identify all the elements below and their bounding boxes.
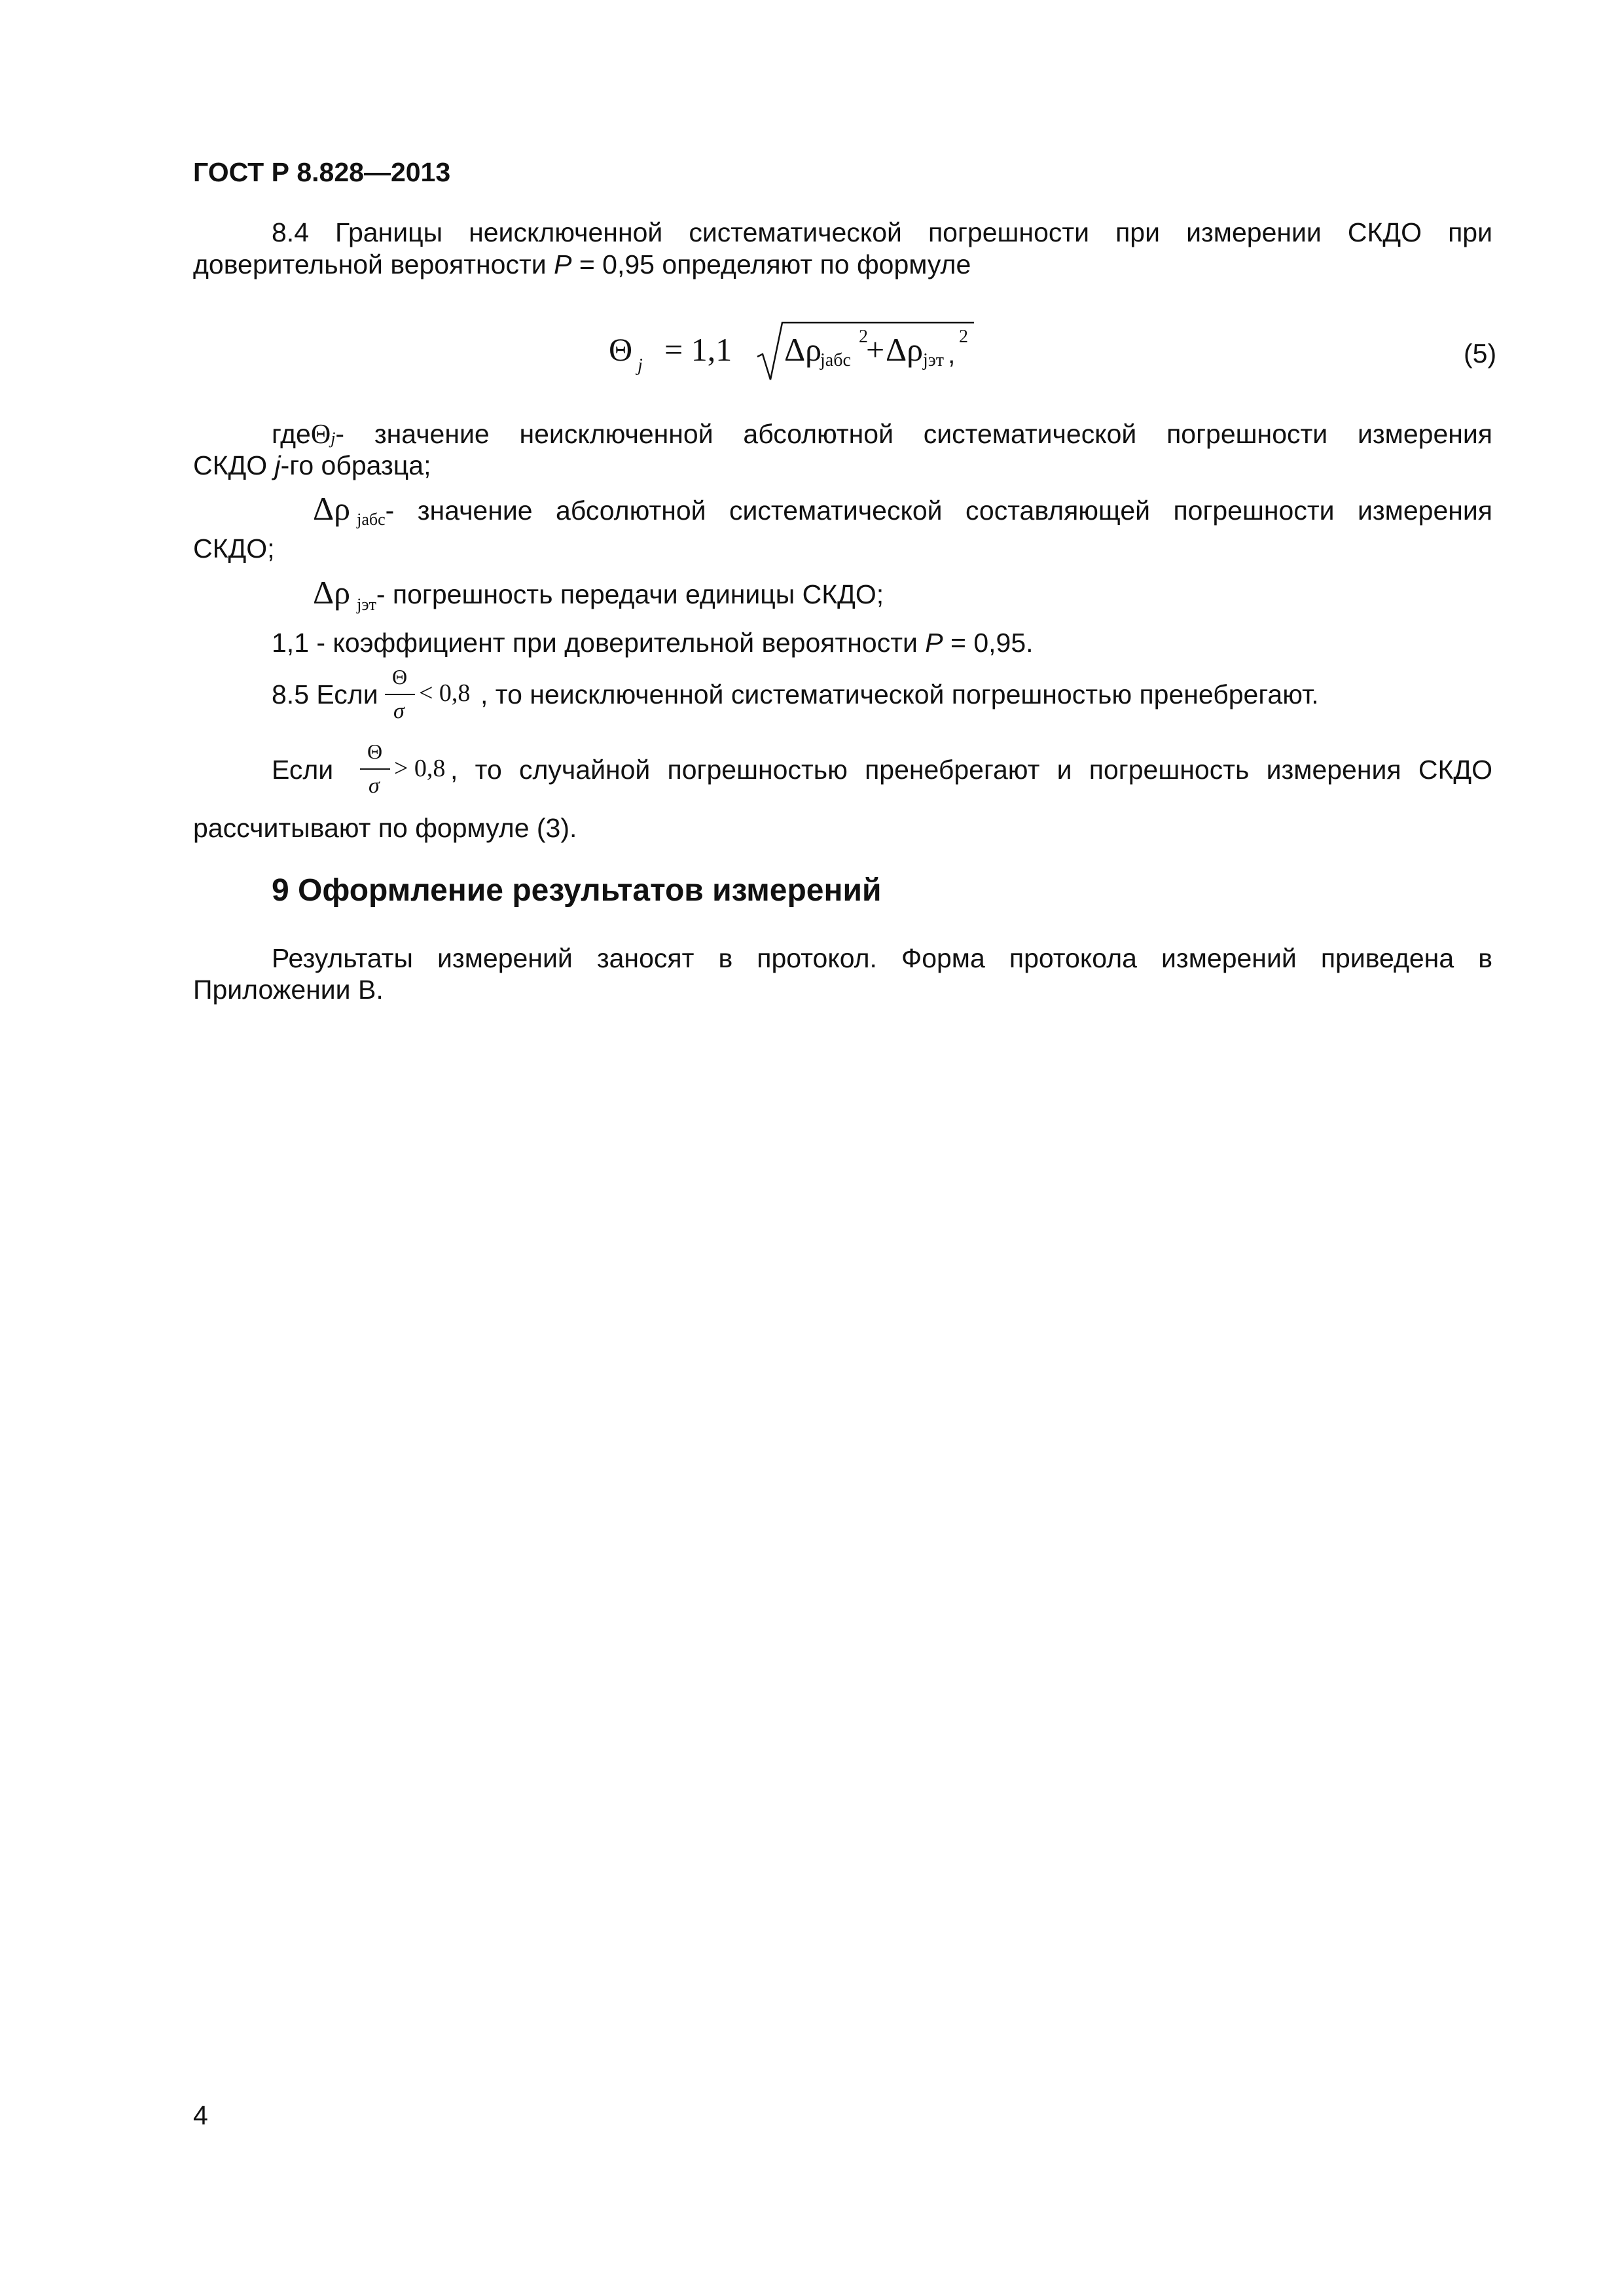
section-9-line1: Результаты измерений заносят в протокол. Форма протокола измерений приведена в: [272, 943, 1492, 973]
delta-rho-symbol: Δρ: [313, 490, 351, 527]
clause-8-5-text2: , то случайной погрешностью пренебрегают и погрешность измерения СКДО: [450, 755, 1492, 785]
theta-symbol: Θ: [609, 331, 633, 368]
formula-5-comma: ,: [948, 339, 956, 369]
formula-5: Θ j = 1,1 Δρ jабс 2 + Δρ jэт 2: [609, 317, 975, 389]
where-delta-abs-line1: Δρ jабс - значение абсолютной систематической составляющей погрешности измерения: [313, 490, 1492, 529]
where-delta-et: Δρ jэт - погрешность передачи единицы СКДО;: [313, 574, 884, 614]
clause-8-5-label: 8.5 Если: [272, 679, 378, 709]
fraction-theta-sigma: Θ σ: [385, 665, 416, 730]
formula-5-number: (5): [1464, 338, 1497, 368]
page-number: 4: [193, 2100, 208, 2130]
where-coefficient: 1,1 - коэффициент при доверительной вероятности P = 0,95.: [272, 628, 1034, 658]
condition-less: < 0,8: [419, 679, 471, 707]
delta-rho-2: Δρ: [886, 331, 924, 368]
theta-symbol: Θ: [310, 420, 331, 450]
where-theta-line2: СКДО j-го образца;: [193, 450, 431, 480]
clause-8-4-line1: 8.4 Границы неисключенной систематической погрешности при измерении СКДО при: [272, 217, 1492, 247]
fraction-theta-sigma: Θ σ: [360, 740, 391, 805]
clause-8-5-if: Если: [272, 755, 334, 785]
condition-greater: > 0,8: [394, 755, 446, 782]
delta-rho-symbol: Δρ: [313, 574, 351, 611]
document-code: ГОСТ Р 8.828—2013: [193, 157, 451, 187]
clause-8-4-line2: доверительной вероятности P = 0,95 определяют по формуле: [193, 249, 971, 279]
where-delta-abs-line2: СКДО;: [193, 533, 275, 564]
where-theta-line1: где Θ j - значение неисключенной абсолютной систематической погрешности измерения: [272, 419, 1492, 450]
delta-rho-1: Δρ: [784, 331, 822, 368]
section-9-line2: Приложении В.: [193, 975, 384, 1005]
clause-8-5-line3: рассчитывают по формуле (3).: [193, 813, 577, 843]
section-9-heading: 9 Оформление результатов измерений: [272, 873, 882, 908]
clause-8-5-text: , то неисключенной систематической погрешностью пренебрегают.: [480, 679, 1319, 709]
